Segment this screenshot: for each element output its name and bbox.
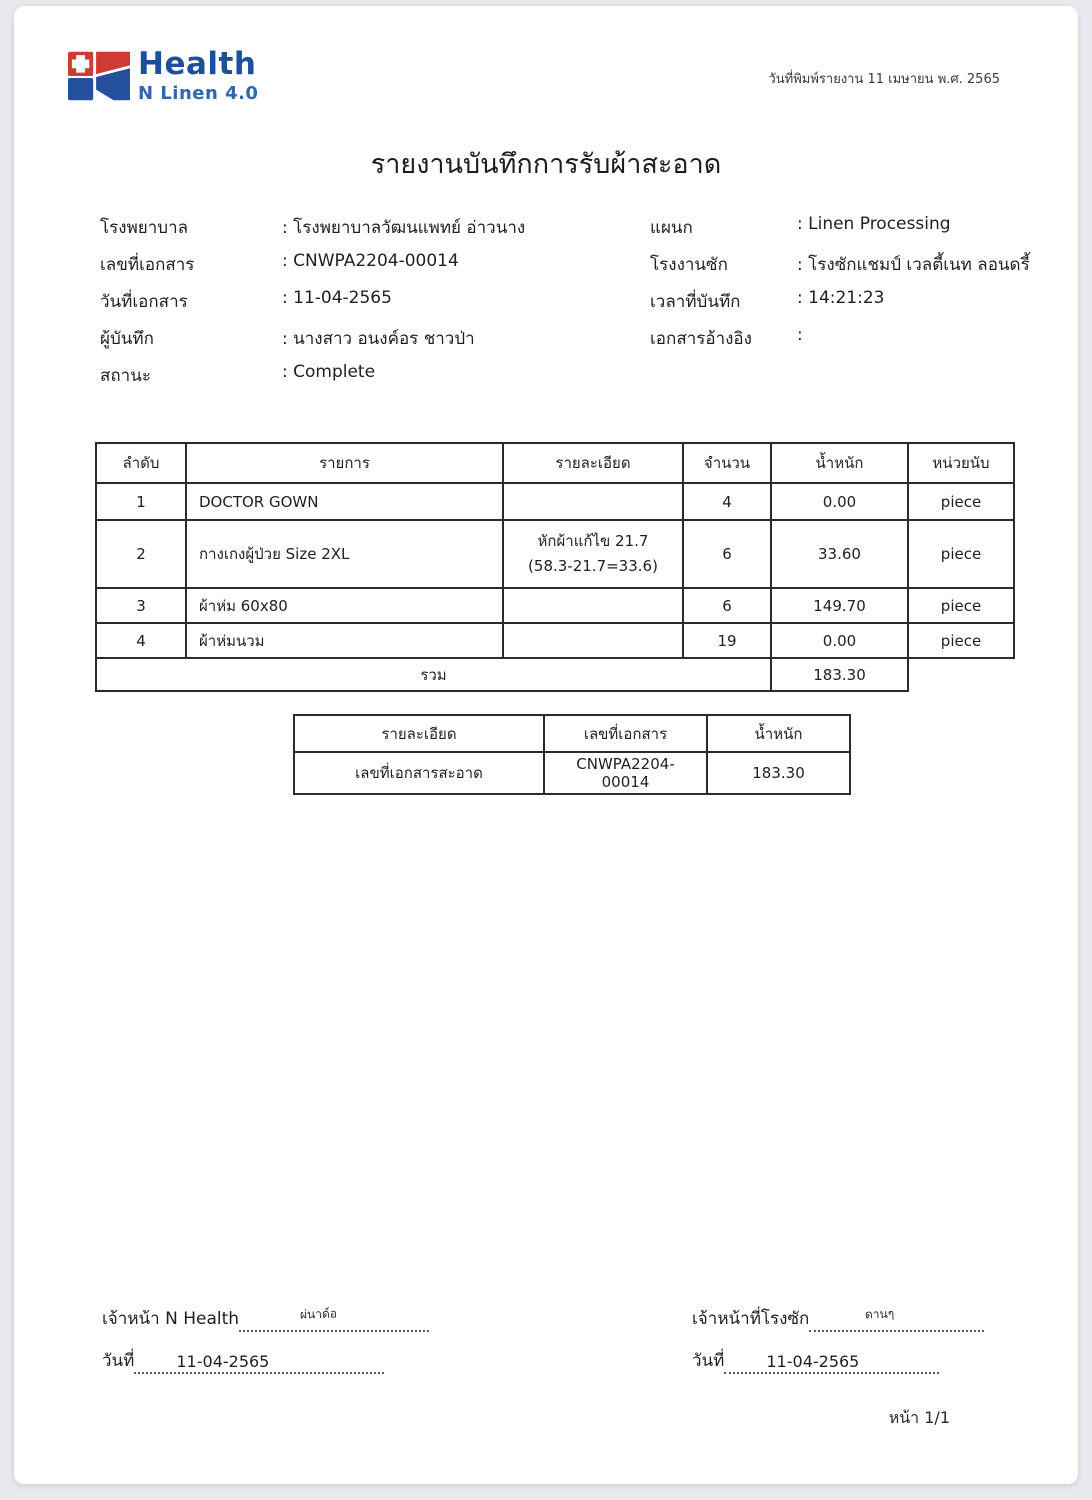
col-header-qty: จำนวน bbox=[683, 443, 771, 483]
info-row-reference-doc bbox=[650, 325, 1050, 362]
cell-no: 4 bbox=[96, 623, 186, 658]
signature-block-nhealth bbox=[102, 1302, 429, 1374]
summary-cell-detail: เลขที่เอกสารสะอาด bbox=[294, 752, 544, 794]
cell-unit: piece bbox=[908, 520, 1014, 588]
cell-item: ผ้าห่ม 60x80 bbox=[186, 588, 503, 623]
info-value: : 11-04-2565 bbox=[282, 288, 392, 308]
document-page bbox=[14, 6, 1078, 1484]
cell-no: 2 bbox=[96, 520, 186, 588]
cell-unit: piece bbox=[908, 588, 1014, 623]
info-row-doc-date bbox=[100, 288, 600, 325]
info-row-department bbox=[650, 214, 1050, 251]
signature-date: 11-04-2565 bbox=[176, 1352, 270, 1371]
info-value: : 14:21:23 bbox=[797, 288, 885, 308]
handwritten-signature: ดานๆ bbox=[865, 1306, 895, 1322]
cell-no: 1 bbox=[96, 483, 186, 520]
n-health-logo-icon bbox=[68, 48, 130, 108]
info-label: เอกสารอ้างอิง bbox=[650, 329, 752, 349]
cell-detail bbox=[503, 520, 683, 588]
cell-qty: 6 bbox=[683, 588, 771, 623]
items-table-header-row bbox=[96, 443, 1014, 483]
cell-qty: 4 bbox=[683, 483, 771, 520]
summary-cell-weight: 183.30 bbox=[707, 752, 850, 794]
info-label: สถานะ bbox=[100, 366, 151, 386]
info-value: : โรงซักแชมป์ เวลตี้เนท ลอนดรี้ bbox=[797, 255, 1030, 275]
col-header-no: ลำดับ bbox=[96, 443, 186, 483]
col-header-detail: รายละเอียด bbox=[503, 443, 683, 483]
cell-qty: 6 bbox=[683, 520, 771, 588]
total-label: รวม bbox=[96, 658, 771, 691]
detail-line-1: หักผ้าแก้ไข 21.7 bbox=[537, 531, 649, 550]
col-header-unit: หน่วยนับ bbox=[908, 443, 1014, 483]
items-table bbox=[95, 442, 1015, 692]
cell-item: กางเกงผู้ป่วย Size 2XL bbox=[186, 520, 503, 588]
table-row bbox=[96, 588, 1014, 623]
info-row-record-time bbox=[650, 288, 1050, 325]
cell-detail bbox=[503, 588, 683, 623]
signature-block-laundry bbox=[692, 1302, 984, 1374]
info-row-doc-number bbox=[100, 251, 600, 288]
total-weight: 183.30 bbox=[771, 658, 908, 691]
summary-cell-doc-no: CNWPA2204-00014 bbox=[544, 752, 707, 794]
signature-label: เจ้าหน้าที่โรงซัก bbox=[692, 1309, 810, 1329]
cell-item: ผ้าห่มนวม bbox=[186, 623, 503, 658]
info-value: : CNWPA2204-00014 bbox=[282, 251, 459, 271]
signature-label: เจ้าหน้า N Health bbox=[102, 1309, 240, 1329]
cell-unit: piece bbox=[908, 623, 1014, 658]
info-label: ผู้บันทึก bbox=[100, 329, 154, 349]
report-title: รายงานบันทึกการรับผ้าสะอาด bbox=[370, 149, 722, 180]
summary-header-row bbox=[294, 715, 850, 752]
handwritten-signature: ผ่นาด์อ bbox=[299, 1306, 338, 1322]
date-line bbox=[724, 1348, 939, 1374]
summary-col-weight: น้ำหนัก bbox=[707, 715, 850, 752]
cell-item: DOCTOR GOWN bbox=[186, 483, 503, 520]
logo-brand-text: Health bbox=[138, 46, 257, 82]
signature-date: 11-04-2565 bbox=[766, 1352, 860, 1371]
info-row-hospital bbox=[100, 214, 600, 251]
date-label: วันที่ bbox=[692, 1351, 725, 1371]
print-date: วันที่พิมพ์รายงาน 11 เมษายน พ.ศ. 2565 bbox=[768, 72, 1000, 87]
table-row bbox=[96, 623, 1014, 658]
logo-sub-text: N Linen 4.0 bbox=[138, 82, 259, 104]
cell-detail bbox=[503, 623, 683, 658]
cell-weight: 149.70 bbox=[771, 588, 908, 623]
info-row-recorder bbox=[100, 325, 600, 362]
info-label: เลขที่เอกสาร bbox=[100, 255, 195, 275]
date-label: วันที่ bbox=[102, 1351, 135, 1371]
summary-col-detail: รายละเอียด bbox=[294, 715, 544, 752]
status-value: : Complete bbox=[282, 362, 376, 382]
table-row bbox=[96, 520, 1014, 588]
summary-col-doc-no: เลขที่เอกสาร bbox=[544, 715, 707, 752]
detail-line-2: (58.3-21.7=33.6) bbox=[528, 557, 658, 575]
cell-qty: 19 bbox=[683, 623, 771, 658]
col-header-weight: น้ำหนัก bbox=[771, 443, 908, 483]
signature-line bbox=[809, 1306, 984, 1332]
info-label: แผนก bbox=[650, 218, 693, 238]
cell-weight: 0.00 bbox=[771, 623, 908, 658]
info-value: : Linen Processing bbox=[797, 214, 951, 234]
date-line bbox=[134, 1348, 384, 1374]
info-label: เวลาที่บันทึก bbox=[650, 292, 741, 312]
col-header-item: รายการ bbox=[186, 443, 503, 483]
n-health-logo bbox=[68, 48, 258, 108]
table-total-row bbox=[96, 658, 1014, 691]
info-value: : นางสาว อนงค์อร ชาวป่า bbox=[282, 329, 475, 349]
table-row bbox=[96, 483, 1014, 520]
signature-line bbox=[239, 1306, 429, 1332]
total-empty-cell bbox=[908, 658, 1014, 691]
info-value: : bbox=[797, 325, 803, 345]
info-value: : โรงพยาบาลวัฒนแพทย์ อ่าวนาง bbox=[282, 218, 526, 238]
cell-weight: 33.60 bbox=[771, 520, 908, 588]
info-row-laundry bbox=[650, 251, 1050, 288]
info-row-status bbox=[100, 362, 600, 399]
cell-detail bbox=[503, 483, 683, 520]
summary-data-row bbox=[294, 752, 850, 794]
info-label: โรงพยาบาล bbox=[100, 218, 189, 238]
summary-table bbox=[293, 714, 851, 795]
cell-unit: piece bbox=[908, 483, 1014, 520]
info-label: วันที่เอกสาร bbox=[100, 292, 188, 312]
cell-weight: 0.00 bbox=[771, 483, 908, 520]
cell-no: 3 bbox=[96, 588, 186, 623]
page-number: หน้า 1/1 bbox=[888, 1408, 950, 1427]
info-label: โรงงานซัก bbox=[650, 255, 728, 275]
